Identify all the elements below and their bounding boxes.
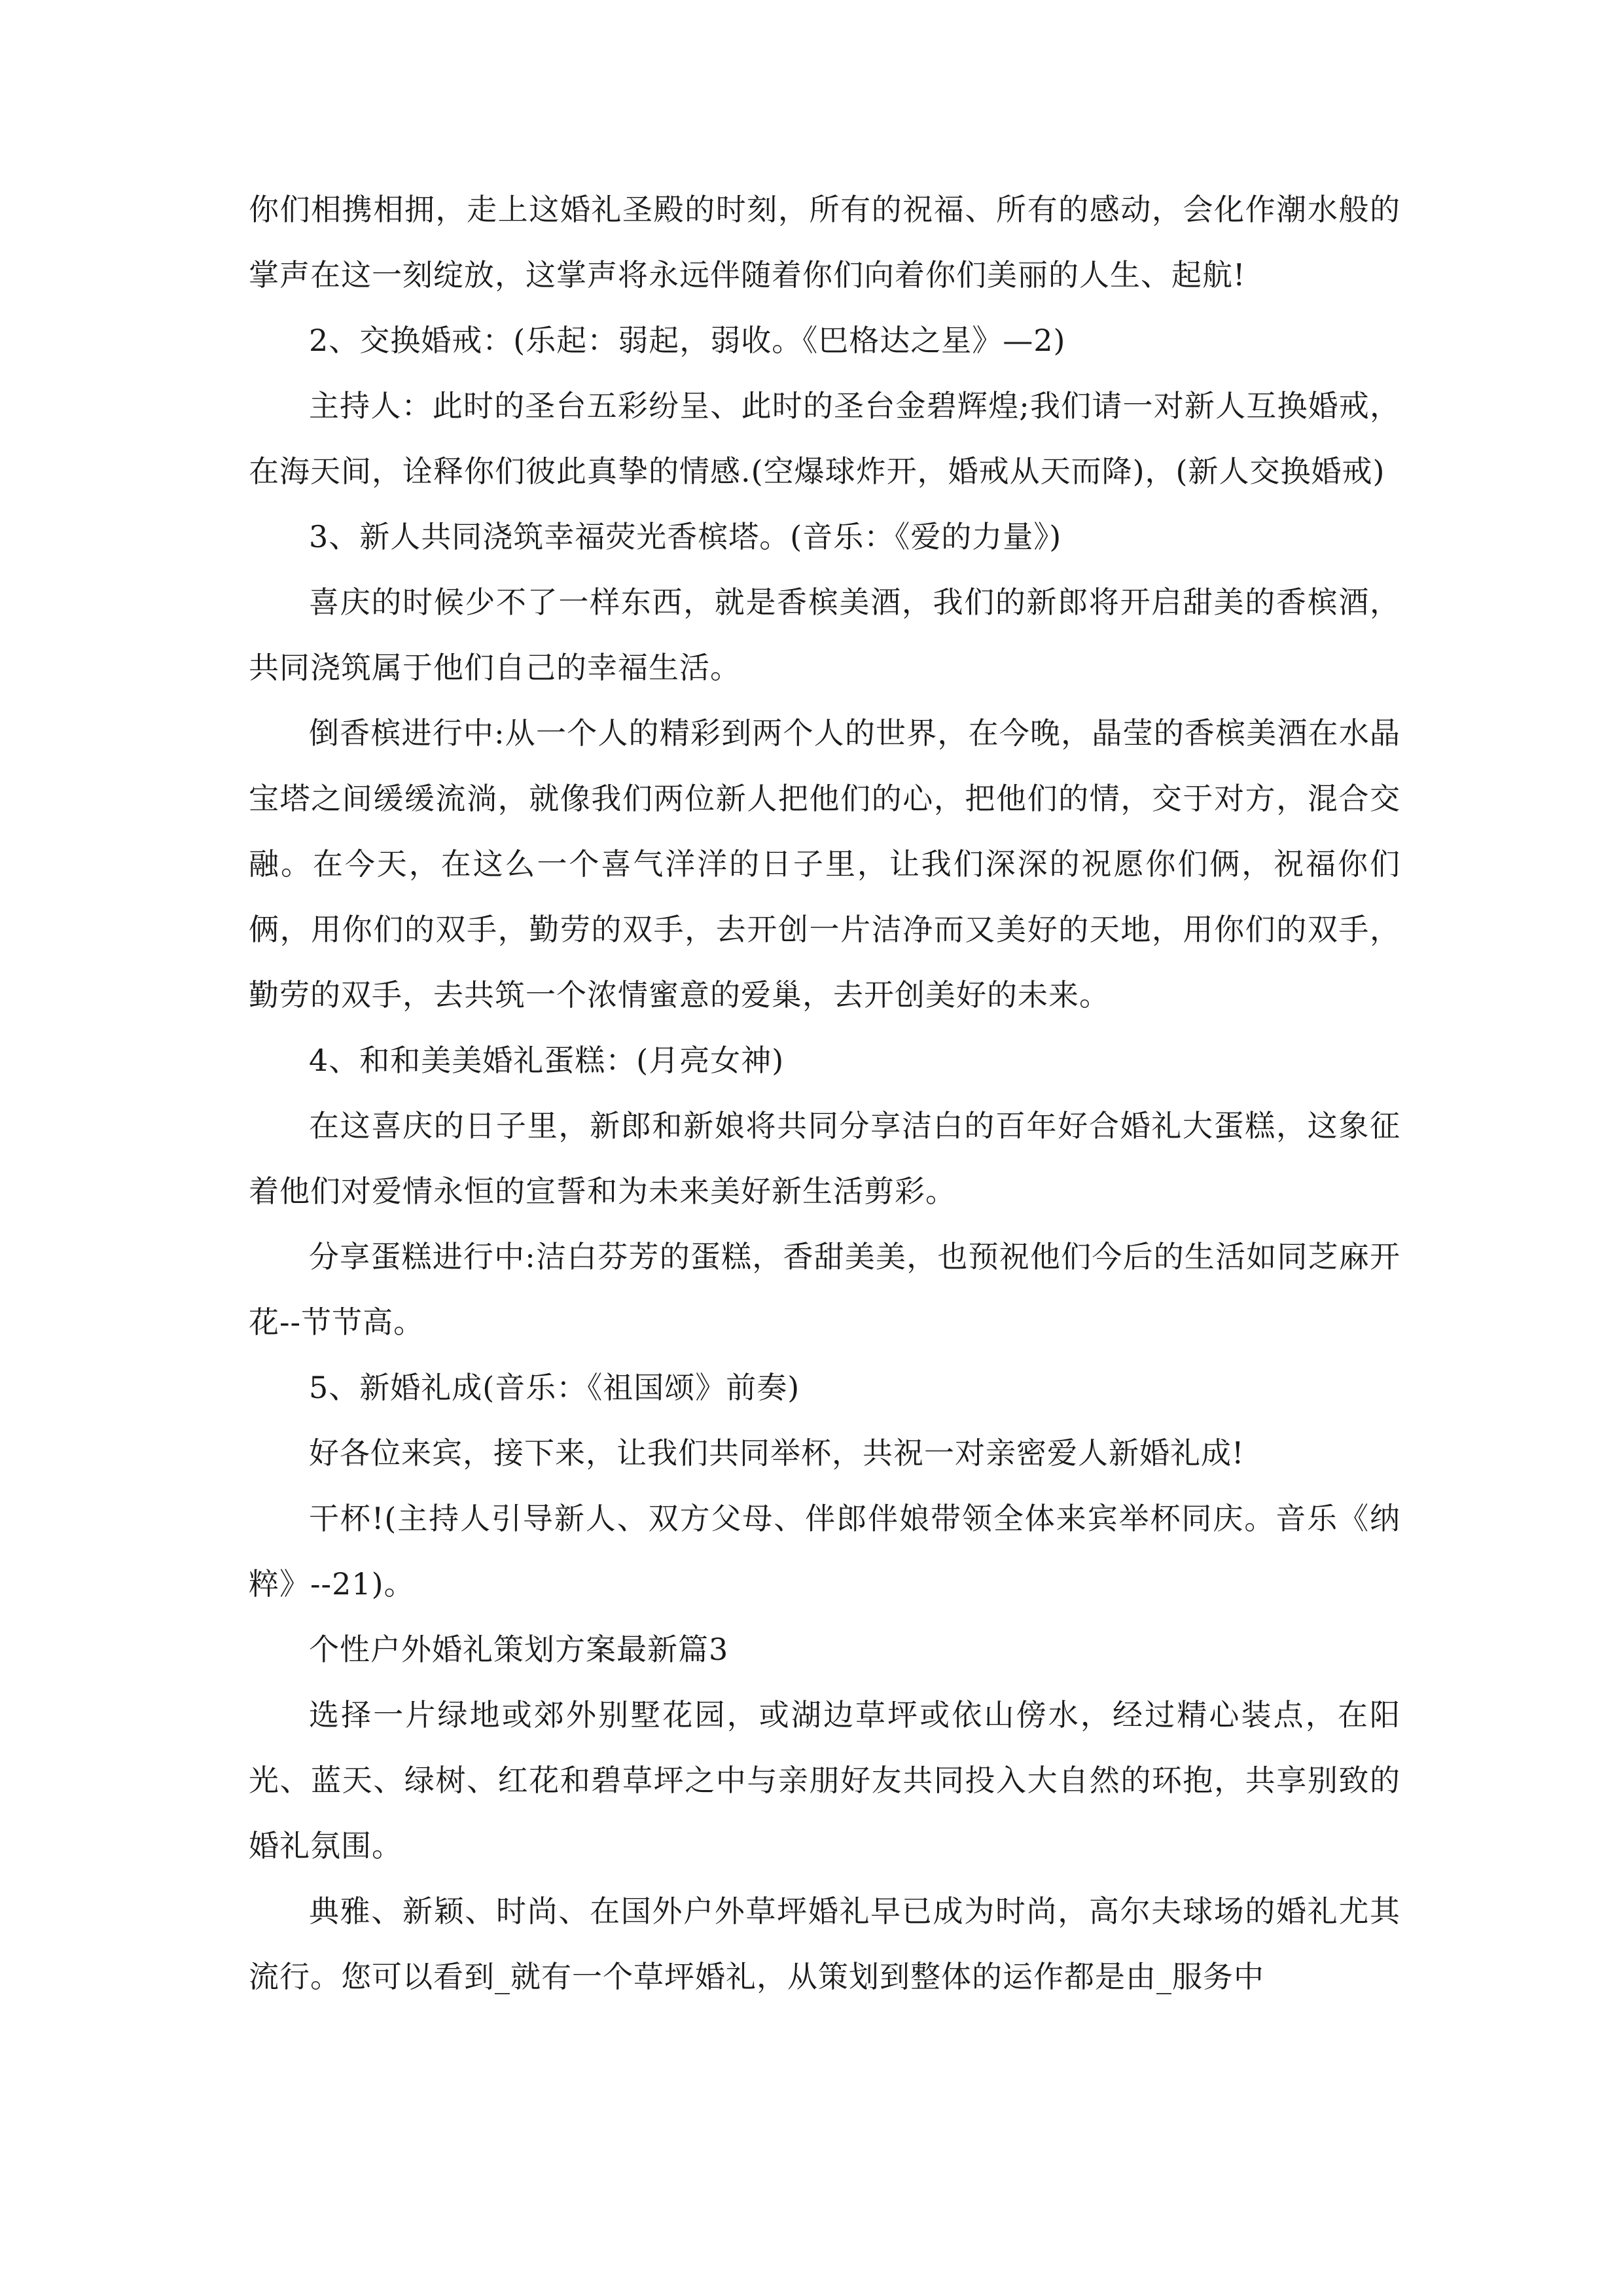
paragraph-5: 喜庆的时候少不了一样东西，就是香槟美酒，我们的新郎将开启甜美的香槟酒，共同浇筑属于他们自己的幸福生活。 <box>249 584 1400 685</box>
paragraph-4: 3、新人共同浇筑幸福荧光香槟塔。(音乐：《爱的力量》) <box>309 519 1062 554</box>
paragraph-1: 你们相携相拥，走上这婚礼圣殿的时刻，所有的祝福、所有的感动，会化作潮水般的掌声在这一刻绽放，这掌声将永远伴随着你们向着你们美丽的人生、起航! <box>249 192 1400 293</box>
paragraph-12: 干杯!(主持人引导新人、双方父母、伴郎伴娘带领全体来宾举杯同庆。音乐《纳粹》--21)。 <box>249 1501 1400 1602</box>
paragraph-3: 主持人：此时的圣台五彩纷呈、此时的圣台金碧辉煌;我们请一对新人互换婚戒，在海天间，诠释你们彼此真挚的情感.(空爆球炸开，婚戒从天而降)，(新人交换婚戒) <box>249 388 1400 489</box>
paragraph-11: 好各位来宾，接下来，让我们共同举杯，共祝一对亲密爱人新婚礼成! <box>309 1435 1245 1471</box>
section-heading: 个性户外婚礼策划方案最新篇3 <box>309 1632 729 1667</box>
paragraph-8: 在这喜庆的日子里，新郎和新娘将共同分享洁白的百年好合婚礼大蛋糕，这象征着他们对爱情永恒的宣誓和为未来美好新生活剪彩。 <box>249 1108 1400 1209</box>
document-page <box>249 177 1400 2009</box>
paragraph-15: 典雅、新颖、时尚、在国外户外草坪婚礼早已成为时尚，高尔夫球场的婚礼尤其流行。您可以看到_就有一个草坪婚礼，从策划到整体的运作都是由_服务中 <box>249 1893 1400 1994</box>
paragraph-6: 倒香槟进行中:从一个人的精彩到两个人的世界，在今晚，晶莹的香槟美酒在水晶宝塔之间缓缓流淌，就像我们两位新人把他们的心，把他们的情，交于对方，混合交融。在今天，在这么一个喜气洋洋的日子里，让我们深深的祝愿你们俩，祝福你们俩，用你们的双手，勤劳的双手，去开创一片洁净而又美好的天地，用你们的双手，勤劳的双手，去共筑一个浓情蜜意的爱巢，去开创美好的未来。 <box>249 715 1400 1013</box>
paragraph-14: 选择一片绿地或郊外别墅花园，或湖边草坪或依山傍水，经过精心装点，在阳光、蓝天、绿树、红花和碧草坪之中与亲朋好友共同投入大自然的环抱，共享别致的婚礼氛围。 <box>249 1697 1400 1863</box>
paragraph-10: 5、新婚礼成(音乐：《祖国颂》前奏) <box>309 1370 800 1405</box>
paragraph-2: 2、交换婚戒：(乐起：弱起，弱收。《巴格达之星》—2) <box>309 323 1066 358</box>
paragraph-9: 分享蛋糕进行中:洁白芬芳的蛋糕，香甜美美，也预祝他们今后的生活如同芝麻开花--节节高。 <box>249 1239 1400 1340</box>
paragraph-7: 4、和和美美婚礼蛋糕：(月亮女神) <box>309 1043 785 1078</box>
